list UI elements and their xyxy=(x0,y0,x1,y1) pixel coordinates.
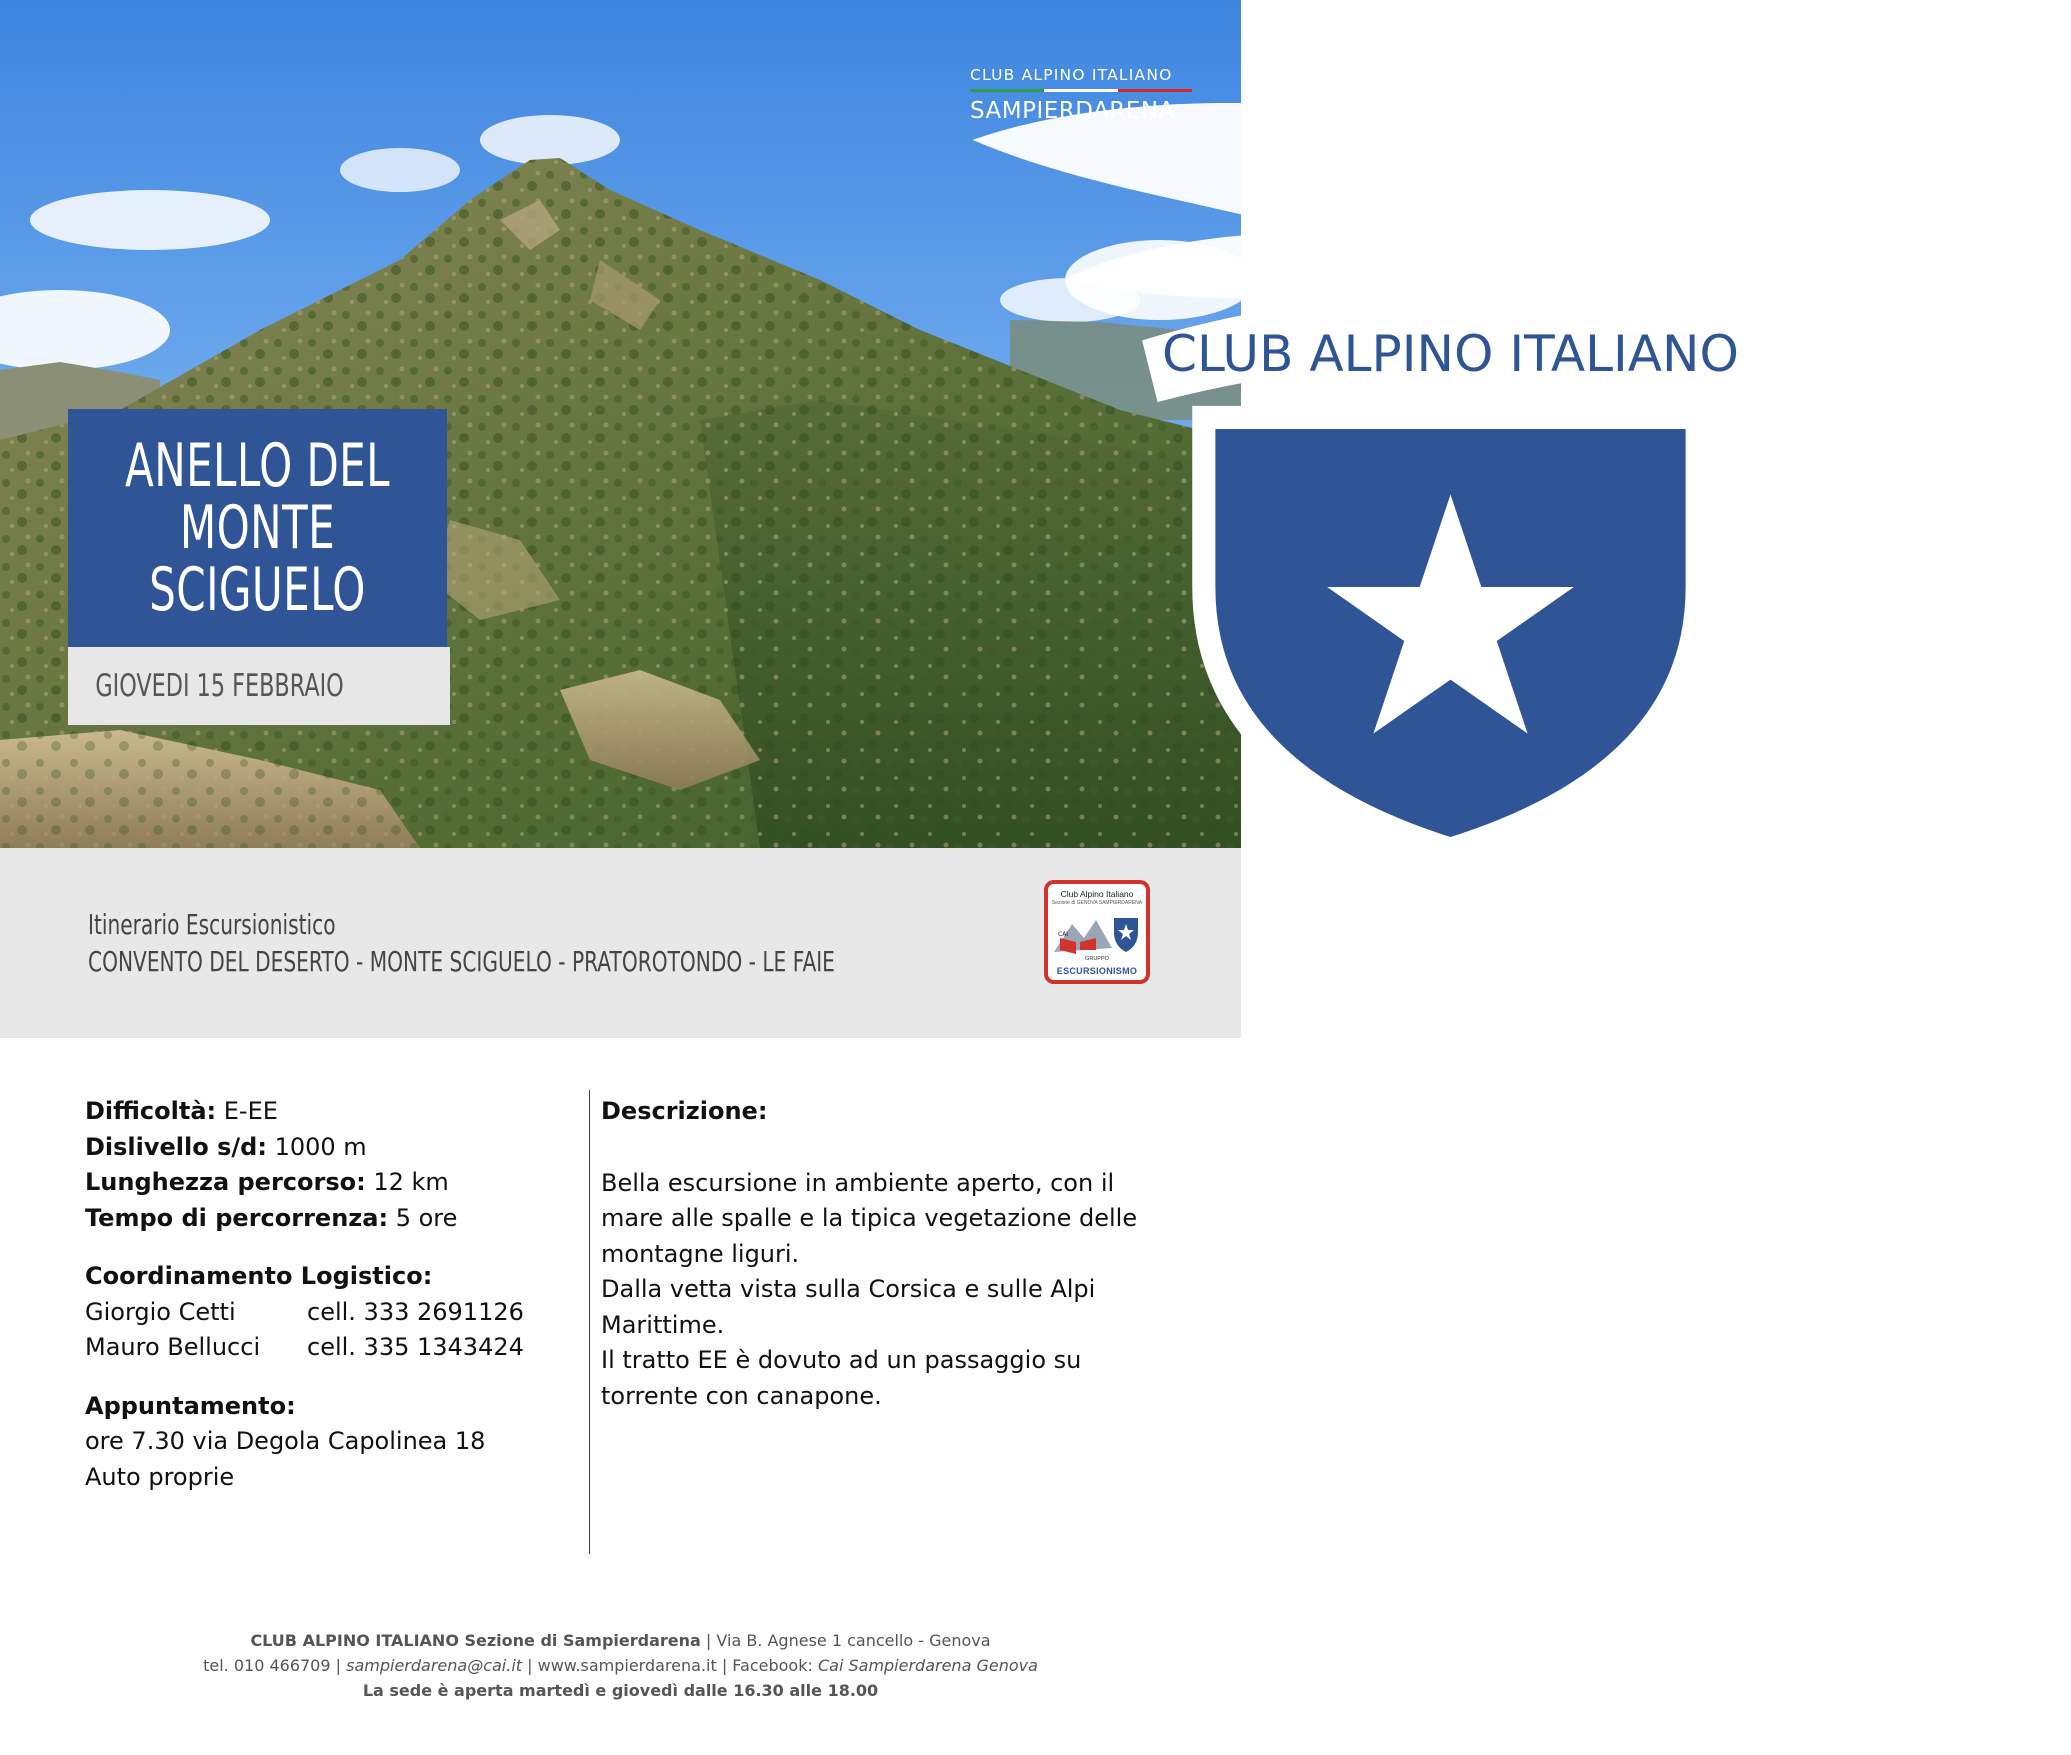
badge-title: Club Alpino Italiano xyxy=(1060,889,1134,899)
contact-name: Mauro Bellucci xyxy=(85,1333,261,1361)
time-row xyxy=(85,1201,585,1237)
page-title: ANELLO DEL MONTE SCIGUELO xyxy=(125,431,390,625)
cai-logo xyxy=(830,32,1739,384)
elevation-row xyxy=(85,1130,585,1166)
footer-tel: tel. 010 466709 | xyxy=(203,1656,342,1675)
meeting-line: ore 7.30 via Degola Capolinea 18 xyxy=(85,1427,486,1455)
footer-facebook-link[interactable]: Cai Sampierdarena Genova xyxy=(817,1656,1038,1675)
eagle-emblem-icon xyxy=(830,32,2071,880)
event-date: GIOVEDI 15 FEBBRAIO xyxy=(95,668,344,704)
column-divider xyxy=(589,1090,590,1554)
contact-phone: cell. 333 2691126 xyxy=(307,1297,524,1326)
badge-cai-text: CAI xyxy=(1058,931,1069,938)
emblem-ribbon-text: CLUB ALPINO ITALIANO xyxy=(1162,324,1739,384)
time-label: Tempo di percorrenza: xyxy=(85,1203,389,1232)
badge-footer2: ESCURSIONISMO xyxy=(1056,966,1138,976)
itinerary-route: CONVENTO DEL DESERTO - MONTE SCIGUELO - PRATOROTONDO - LE FAIE xyxy=(88,945,835,978)
footer-org: CLUB ALPINO ITALIANO Sezione di Sampierdarena xyxy=(250,1631,701,1650)
logo-line1: CLUB ALPINO ITALIANO xyxy=(970,66,1173,84)
contact-row xyxy=(85,1330,585,1366)
hero-image xyxy=(0,0,1739,848)
contact-row xyxy=(85,1295,585,1331)
left-column xyxy=(85,1094,585,1495)
badge-mountain-icon xyxy=(1052,912,1142,956)
itinerary-band xyxy=(0,848,1241,1038)
contact-phone: cell. 335 1343424 xyxy=(307,1333,524,1361)
time-value: 5 ore xyxy=(395,1203,458,1232)
date-box xyxy=(68,647,450,725)
contact-name: Giorgio Cetti xyxy=(85,1297,236,1326)
length-label: Lunghezza percorso: xyxy=(85,1168,366,1196)
difficulty-row xyxy=(85,1094,585,1130)
footer-hours: La sede è aperta martedì e giovedì dalle 16.30 alle 18.00 xyxy=(362,1681,879,1700)
description-text: Bella escursione in ambiente aperto, con il mare alle spalle e la tipica vegetazione delle montagne liguri. Dalla vetta vista sulla Corsica e sulle Alpi Marittime. Il tratto EE è dovuto ad un passaggio su torrente con canapone. xyxy=(601,1168,1138,1410)
coordination-label: Coordinamento Logistico: xyxy=(85,1262,433,1290)
logo-line2: SAMPIERDARENA xyxy=(970,98,1175,124)
meeting-label: Appuntamento: xyxy=(85,1391,296,1420)
footer xyxy=(0,1628,1241,1703)
right-column xyxy=(601,1094,1161,1414)
footer-address: | Via B. Agnese 1 cancello - Genova xyxy=(705,1631,991,1650)
elevation-label: Dislivello s/d: xyxy=(85,1132,267,1161)
badge-subtitle: Sezione di GENOVA SAMPIERDARENA xyxy=(1051,900,1143,906)
badge-footer1: GRUPPO xyxy=(1085,956,1109,962)
description-label: Descrizione: xyxy=(601,1097,768,1125)
elevation-value: 1000 m xyxy=(274,1132,367,1161)
length-value: 12 km xyxy=(373,1168,449,1196)
escursionismo-badge xyxy=(1044,880,1150,984)
italian-flag-bar xyxy=(970,89,1192,92)
footer-email-link[interactable]: sampierdarena@cai.it xyxy=(346,1656,523,1675)
length-row xyxy=(85,1165,585,1201)
difficulty-label: Difficoltà: xyxy=(85,1097,217,1125)
title-box xyxy=(68,409,447,647)
difficulty-value: E-EE xyxy=(223,1097,278,1125)
details-section xyxy=(0,1038,1241,1558)
meeting-line: Auto proprie xyxy=(85,1462,235,1491)
itinerary-heading: Itinerario Escursionistico xyxy=(88,908,336,941)
footer-web-link[interactable]: | www.sampierdarena.it | Facebook: xyxy=(527,1656,813,1675)
